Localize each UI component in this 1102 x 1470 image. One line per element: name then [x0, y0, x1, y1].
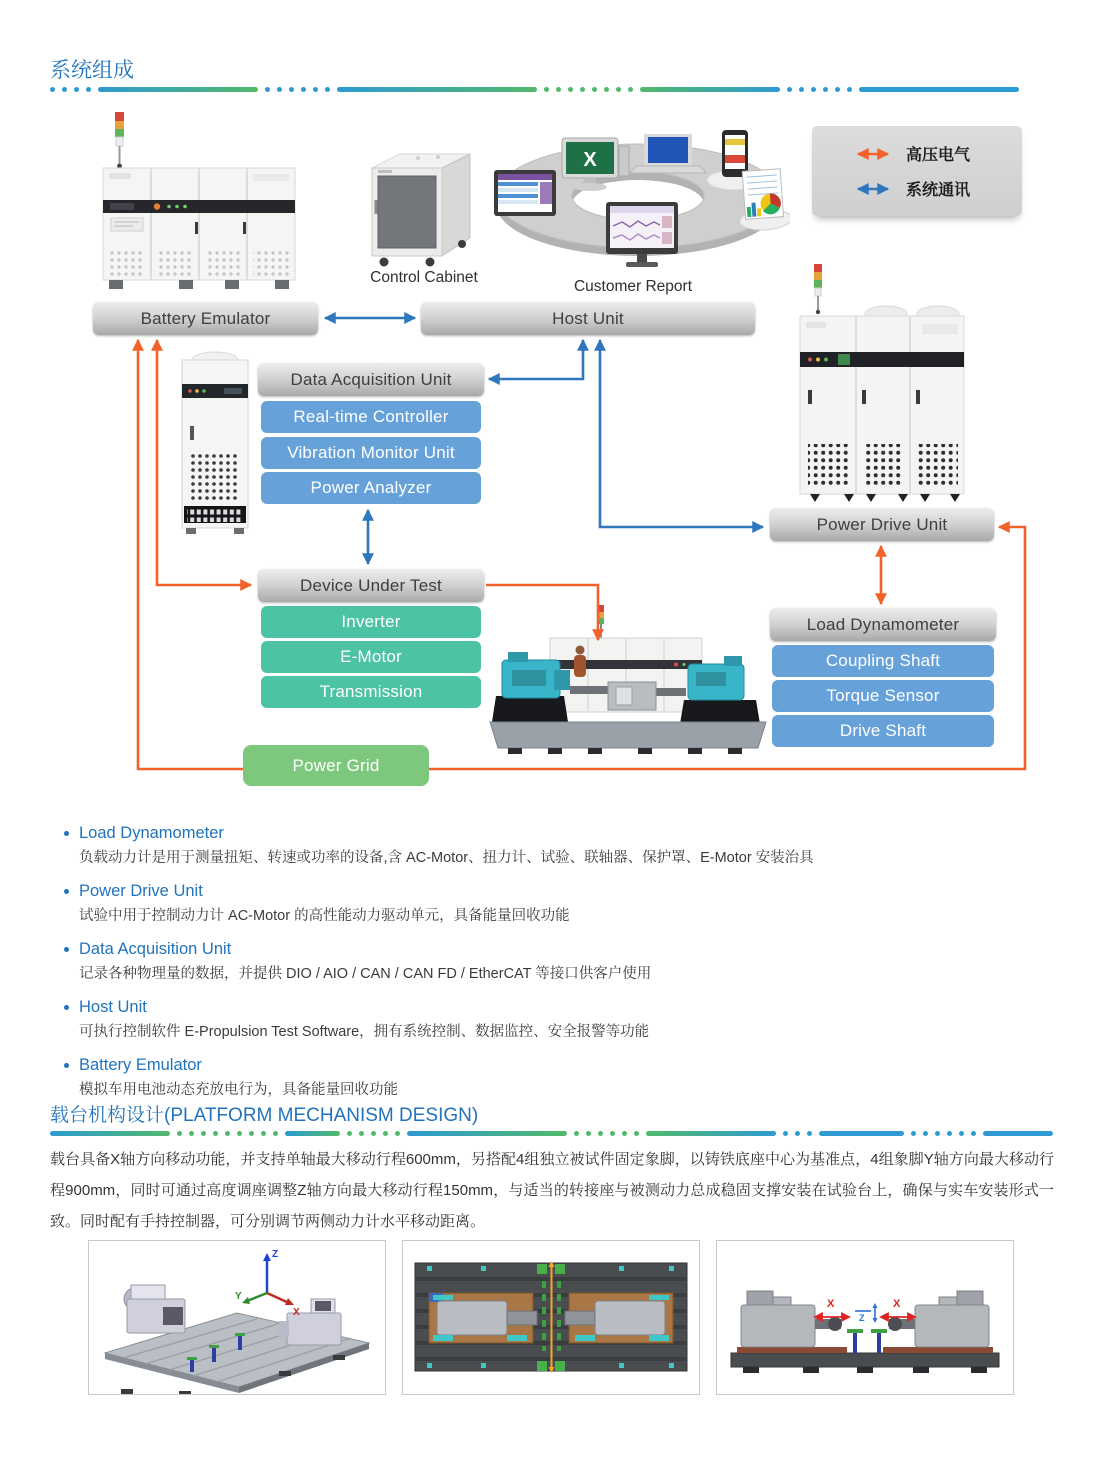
right-machine-side	[888, 1291, 989, 1347]
left-machine	[124, 1285, 185, 1333]
figure-top-view	[402, 1240, 700, 1395]
legend-communication-label: 系统通讯	[906, 182, 971, 199]
bullet-icon	[64, 1063, 69, 1068]
z-adjust-mark	[855, 1303, 878, 1323]
transmission-box: Transmission	[261, 676, 481, 708]
platform-design-paragraph: 载台具备X轴方向移动功能，并支持单轴最大移动行程600mm，另搭配4组独立被试件固定象脚，以铸铁底座中心为基准点，4组象脚Y轴方向最大移动行程900mm，同时可通过高度调座调整Z轴方向最大移动行程150mm，与适当的转接座与被测动力总成稳固支撑安装在试验台上，确保与实车安装形式一致。同时配有手持控制器，可分别调节两侧动力计水平移动距离。	[50, 1151, 1054, 1230]
host-monitor-icon	[606, 202, 678, 267]
section-title-platform-design: 载台机构设计(PLATFORM MECHANISM DESIGN)	[50, 1105, 479, 1126]
axis-z-label: Z	[859, 1313, 865, 1323]
torque-sensor-box: Torque Sensor	[772, 680, 994, 712]
e-motor-box: E-Motor	[261, 641, 481, 673]
list-item	[64, 1053, 1024, 1102]
right-machine	[279, 1299, 341, 1345]
platform-isometric-drawing	[89, 1241, 385, 1394]
host-unit-box: Host Unit	[421, 302, 755, 335]
report-chart-cloud-icon	[736, 168, 790, 231]
power-grid-box: Power Grid	[243, 745, 429, 786]
legend-high-voltage-label: 高压电气	[906, 147, 971, 164]
control-cabinet-caption: Control Cabinet	[370, 269, 478, 286]
right-machine-top	[565, 1293, 673, 1343]
axis-y-label: Y	[235, 1291, 242, 1302]
power-drive-unit-box: Power Drive Unit	[770, 508, 994, 541]
list-item	[64, 879, 1024, 928]
link-dau-host	[489, 340, 583, 379]
control-cabinet-photo	[366, 138, 484, 270]
coupling-shaft-box: Coupling Shaft	[772, 645, 994, 677]
signal-tower-icon	[814, 264, 822, 314]
legend-high-voltage	[812, 142, 1022, 165]
right-dynamometer	[680, 656, 760, 724]
power-analyzer-box: Power Analyzer	[261, 472, 481, 504]
left-machine-top	[429, 1293, 537, 1343]
figure-isometric-view	[88, 1240, 386, 1395]
platform-top-view-drawing	[403, 1241, 699, 1394]
bullet-title: Data Acquisition Unit	[79, 940, 232, 958]
bullet-icon	[64, 947, 69, 952]
platform-side-view-drawing	[717, 1241, 1013, 1394]
axis-z-label: Z	[272, 1249, 279, 1260]
list-item	[64, 995, 1024, 1044]
support-jacks	[847, 1329, 887, 1353]
axis-x-label: X	[293, 1307, 300, 1318]
inverter-box: Inverter	[261, 606, 481, 638]
bullet-title: Battery Emulator	[79, 1056, 202, 1074]
bullet-icon	[64, 1005, 69, 1010]
battery-emulator-photo	[95, 110, 300, 297]
dotted-separator	[50, 86, 1054, 93]
left-dynamometer	[492, 652, 570, 722]
bullet-text: 模拟车用电池动态充放电行为，具备能量回收功能	[79, 1082, 398, 1098]
bullet-icon	[64, 889, 69, 894]
customer-report-photo	[486, 114, 790, 280]
list-item	[64, 937, 1024, 986]
axis-triad-icon	[235, 1249, 300, 1318]
data-acquisition-unit-box: Data Acquisition Unit	[258, 363, 484, 396]
signal-tower-icon	[115, 112, 124, 168]
list-item	[64, 821, 1024, 870]
load-dynamometer-box: Load Dynamometer	[770, 608, 996, 641]
bullet-icon	[64, 831, 69, 836]
device-under-test-box: Device Under Test	[258, 569, 484, 602]
operator-figure	[574, 646, 586, 678]
data-table-screen-icon	[494, 170, 556, 216]
axis-x-label: X	[893, 1298, 901, 1310]
bullet-text: 记录各种物理量的数据，并提供 DIO / AIO / CAN / CAN FD / EtherCAT 等接口供客户使用	[79, 966, 652, 982]
section-title-system-composition: 系统组成	[50, 59, 134, 82]
blue-double-arrow-icon	[850, 183, 896, 195]
bullet-text: 可执行控制软件 E-Propulsion Test Software，拥有系统控制、数据监控、安全报警等功能	[79, 1024, 650, 1040]
dotted-separator	[50, 1130, 1054, 1137]
orange-double-arrow-icon	[850, 148, 896, 160]
bullet-text: 负载动力计是用于测量扭矩、转速或功率的设备,含 AC-Motor、扭力计、试验、联轴器、保护罩、E-Motor 安装治具	[79, 850, 814, 866]
customer-report-caption: Customer Report	[573, 278, 692, 295]
bullet-title: Host Unit	[79, 998, 147, 1016]
test-bench-photo	[488, 600, 768, 760]
bullet-title: Power Drive Unit	[79, 882, 203, 900]
bullet-text: 试验中用于控制动力计 AC-Motor 的高性能动力驱动单元，具备能量回收功能	[79, 908, 570, 924]
drive-shaft-box: Drive Shaft	[772, 715, 994, 747]
component-descriptions	[64, 821, 1024, 1111]
signal-tower-icon	[598, 605, 604, 638]
svg-text:X: X	[583, 149, 597, 171]
real-time-controller-box: Real-time Controller	[261, 401, 481, 433]
legend-communication	[812, 177, 1022, 200]
bullet-title: Load Dynamometer	[79, 824, 224, 842]
legend-box	[812, 126, 1022, 216]
link-host-pdu	[600, 340, 763, 527]
figure-side-view	[716, 1240, 1014, 1395]
battery-emulator-box: Battery Emulator	[93, 302, 318, 335]
vibration-monitor-unit-box: Vibration Monitor Unit	[261, 437, 481, 469]
axis-x-label: X	[827, 1298, 835, 1310]
power-drive-cabinet-photo	[790, 262, 972, 508]
data-acquisition-cabinet-photo	[176, 348, 254, 540]
